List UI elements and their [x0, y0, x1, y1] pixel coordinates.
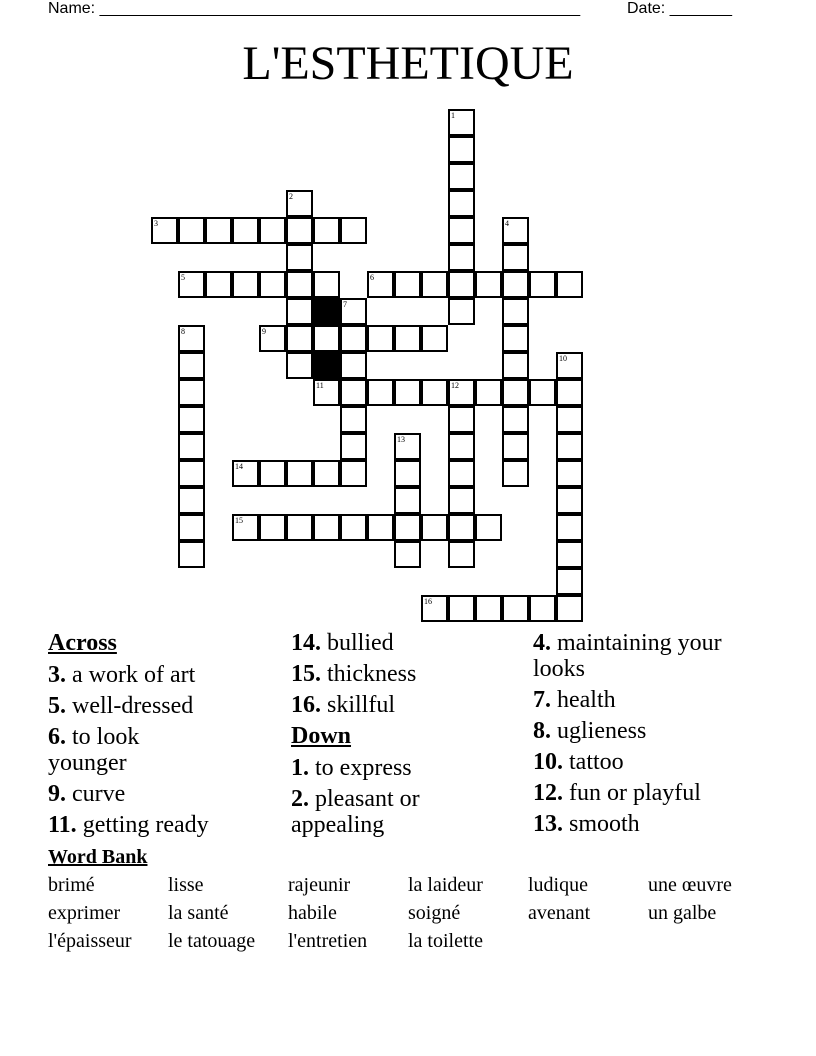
grid-cell[interactable]: [475, 271, 502, 298]
grid-cell[interactable]: [286, 514, 313, 541]
page-title: L'ESTHETIQUE: [242, 37, 574, 90]
clue: 16. skillful: [291, 692, 396, 718]
grid-cell[interactable]: [340, 325, 367, 352]
grid-cell[interactable]: [448, 271, 475, 298]
grid-cell[interactable]: [394, 460, 421, 487]
grid-cell[interactable]: [286, 244, 313, 271]
grid-cell[interactable]: [340, 298, 367, 325]
grid-cell[interactable]: [556, 433, 583, 460]
word-bank-heading: Word Bank: [48, 846, 148, 868]
clue: 5. well-dressed: [48, 693, 194, 719]
word-bank-item: lisse: [168, 874, 204, 896]
clue: 13. smooth: [533, 811, 640, 837]
grid-cell[interactable]: [556, 406, 583, 433]
grid-cell[interactable]: [421, 514, 448, 541]
across-heading: Across: [48, 630, 117, 656]
down-heading: Down: [291, 723, 352, 749]
clues-column-1: [48, 630, 283, 843]
grid-cell[interactable]: [340, 433, 367, 460]
clue-number: 8: [181, 327, 185, 336]
grid-cell[interactable]: [340, 217, 367, 244]
grid-cell[interactable]: [502, 325, 529, 352]
clue-number: 3: [154, 219, 158, 228]
grid-cell[interactable]: [556, 595, 583, 622]
clues-column-3: [533, 630, 773, 842]
clue-number: 6: [370, 273, 374, 282]
grid-cell[interactable]: [448, 541, 475, 568]
word-bank-item: le tatouage: [168, 930, 256, 952]
grid-cell[interactable]: [394, 541, 421, 568]
grid-cell[interactable]: [394, 487, 421, 514]
grid-cell[interactable]: [529, 379, 556, 406]
grid-cell[interactable]: [340, 379, 367, 406]
clue: 6. to look younger: [48, 724, 140, 776]
grid-cell[interactable]: [178, 487, 205, 514]
grid-cell[interactable]: [448, 433, 475, 460]
grid-cell[interactable]: [340, 406, 367, 433]
grid-cell[interactable]: [448, 406, 475, 433]
word-bank-item: habile: [288, 902, 337, 924]
grid-cell[interactable]: [259, 460, 286, 487]
grid-cell[interactable]: [556, 487, 583, 514]
clue: 3. a work of art: [48, 662, 196, 688]
word-bank-item: un galbe: [648, 902, 717, 924]
word-bank-item: soigné: [408, 902, 461, 924]
grid-cell[interactable]: [232, 217, 259, 244]
grid-cell[interactable]: [556, 379, 583, 406]
grid-cell[interactable]: [286, 190, 313, 217]
grid-cell[interactable]: [232, 271, 259, 298]
grid-cell[interactable]: [340, 352, 367, 379]
word-bank-item: ludique: [528, 874, 588, 896]
grid-cell[interactable]: [502, 298, 529, 325]
clue: 4. maintaining your looks: [533, 630, 722, 682]
grid-cell[interactable]: [313, 217, 340, 244]
grid-cell[interactable]: [178, 514, 205, 541]
clue-number: 11: [316, 381, 324, 390]
grid-cell[interactable]: [421, 379, 448, 406]
grid-cell[interactable]: [151, 217, 178, 244]
grid-cell[interactable]: [448, 136, 475, 163]
clue-number: 16: [424, 597, 432, 606]
grid-cell[interactable]: [556, 514, 583, 541]
black-cell: [313, 352, 340, 379]
grid-cell[interactable]: [502, 460, 529, 487]
grid-cell[interactable]: [556, 568, 583, 595]
grid-cell[interactable]: [475, 595, 502, 622]
grid-cell[interactable]: [448, 190, 475, 217]
clue-number: 4: [505, 219, 509, 228]
clue-number: 5: [181, 273, 185, 282]
grid-cell[interactable]: [259, 514, 286, 541]
clue-number: 10: [559, 354, 567, 363]
clue-number: 9: [262, 327, 266, 336]
clue: 2. pleasant or appealing: [291, 786, 420, 838]
grid-cell[interactable]: [178, 217, 205, 244]
grid-cell[interactable]: [178, 325, 205, 352]
clue: 11. getting ready: [48, 812, 209, 838]
grid-cell[interactable]: [259, 217, 286, 244]
grid-cell[interactable]: [286, 271, 313, 298]
grid-cell[interactable]: [529, 595, 556, 622]
grid-cell[interactable]: [367, 514, 394, 541]
grid-cell[interactable]: [259, 325, 286, 352]
grid-cell[interactable]: [421, 595, 448, 622]
grid-cell[interactable]: [529, 271, 556, 298]
clue-number: 12: [451, 381, 459, 390]
grid-cell[interactable]: [448, 109, 475, 136]
grid-cell[interactable]: [313, 514, 340, 541]
clue-number: 1: [451, 111, 455, 120]
grid-cell[interactable]: [232, 514, 259, 541]
grid-cell[interactable]: [502, 271, 529, 298]
grid-cell[interactable]: [448, 514, 475, 541]
grid-cell[interactable]: [421, 325, 448, 352]
clue: 12. fun or playful: [533, 780, 701, 806]
grid-cell[interactable]: [286, 460, 313, 487]
grid-cell[interactable]: [367, 271, 394, 298]
grid-cell[interactable]: [340, 460, 367, 487]
word-bank-item: avenant: [528, 902, 591, 924]
clue-number: 7: [343, 300, 347, 309]
grid-cell[interactable]: [313, 460, 340, 487]
grid-cell[interactable]: [448, 379, 475, 406]
grid-cell[interactable]: [556, 352, 583, 379]
grid-cell[interactable]: [340, 514, 367, 541]
grid-cell[interactable]: [502, 352, 529, 379]
grid-cell[interactable]: [178, 460, 205, 487]
grid-cell[interactable]: [502, 244, 529, 271]
grid-cell[interactable]: [421, 271, 448, 298]
date-field: Date: _______: [627, 0, 732, 17]
word-bank-item: l'entretien: [288, 930, 368, 952]
word-bank-item: une œuvre: [648, 874, 732, 896]
grid-cell[interactable]: [313, 325, 340, 352]
grid-cell[interactable]: [313, 271, 340, 298]
word-bank-item: la laideur: [408, 874, 483, 896]
grid-cell[interactable]: [556, 460, 583, 487]
grid-cell[interactable]: [448, 298, 475, 325]
clue: 14. bullied: [291, 630, 394, 656]
grid-cell[interactable]: [178, 433, 205, 460]
grid-cell[interactable]: [286, 217, 313, 244]
grid-cell[interactable]: [178, 352, 205, 379]
grid-cell[interactable]: [448, 244, 475, 271]
grid-cell[interactable]: [475, 514, 502, 541]
word-bank-item: l'épaisseur: [48, 930, 132, 952]
clue-number: 15: [235, 516, 243, 525]
name-field: Name: ______________________________________________________: [48, 0, 581, 17]
grid-cell[interactable]: [205, 271, 232, 298]
grid-cell[interactable]: [556, 541, 583, 568]
grid-cell[interactable]: [448, 487, 475, 514]
word-bank-item: brimé: [48, 874, 95, 896]
word-bank-item: la santé: [168, 902, 229, 924]
clue-number: 14: [235, 462, 243, 471]
grid-cell[interactable]: [448, 460, 475, 487]
grid-cell[interactable]: [394, 271, 421, 298]
clue: 1. to express: [291, 755, 412, 781]
grid-cell[interactable]: [286, 298, 313, 325]
grid-cell[interactable]: [259, 271, 286, 298]
clue: 8. uglieness: [533, 718, 647, 744]
grid-cell[interactable]: [448, 163, 475, 190]
grid-cell[interactable]: [178, 379, 205, 406]
grid-cell[interactable]: [502, 217, 529, 244]
grid-cell[interactable]: [502, 595, 529, 622]
grid-cell[interactable]: [178, 406, 205, 433]
clue-number: 2: [289, 192, 293, 201]
grid-cell[interactable]: [394, 433, 421, 460]
clue: 7. health: [533, 687, 616, 713]
grid-cell[interactable]: [394, 325, 421, 352]
grid-cell[interactable]: [502, 433, 529, 460]
grid-cell[interactable]: [286, 325, 313, 352]
grid-cell[interactable]: [502, 406, 529, 433]
grid-cell[interactable]: [475, 379, 502, 406]
grid-cell[interactable]: [205, 217, 232, 244]
word-bank-item: la toilette: [408, 930, 483, 952]
grid-cell[interactable]: [394, 514, 421, 541]
clue: 9. curve: [48, 781, 126, 807]
word-bank-item: exprimer: [48, 902, 121, 924]
clue-number: 13: [397, 435, 405, 444]
grid-cell[interactable]: [313, 379, 340, 406]
grid-cell[interactable]: [502, 379, 529, 406]
clue: 15. thickness: [291, 661, 417, 687]
black-cell: [313, 298, 340, 325]
grid-cell[interactable]: [556, 271, 583, 298]
grid-cell[interactable]: [394, 379, 421, 406]
grid-cell[interactable]: [286, 352, 313, 379]
grid-cell[interactable]: [232, 460, 259, 487]
grid-cell[interactable]: [178, 541, 205, 568]
word-bank-item: rajeunir: [288, 874, 351, 896]
grid-cell[interactable]: [448, 217, 475, 244]
grid-cell[interactable]: [367, 379, 394, 406]
grid-cell[interactable]: [448, 595, 475, 622]
clues-column-2: [291, 630, 526, 843]
clue: 10. tattoo: [533, 749, 624, 775]
grid-cell[interactable]: [367, 325, 394, 352]
grid-cell[interactable]: [178, 271, 205, 298]
